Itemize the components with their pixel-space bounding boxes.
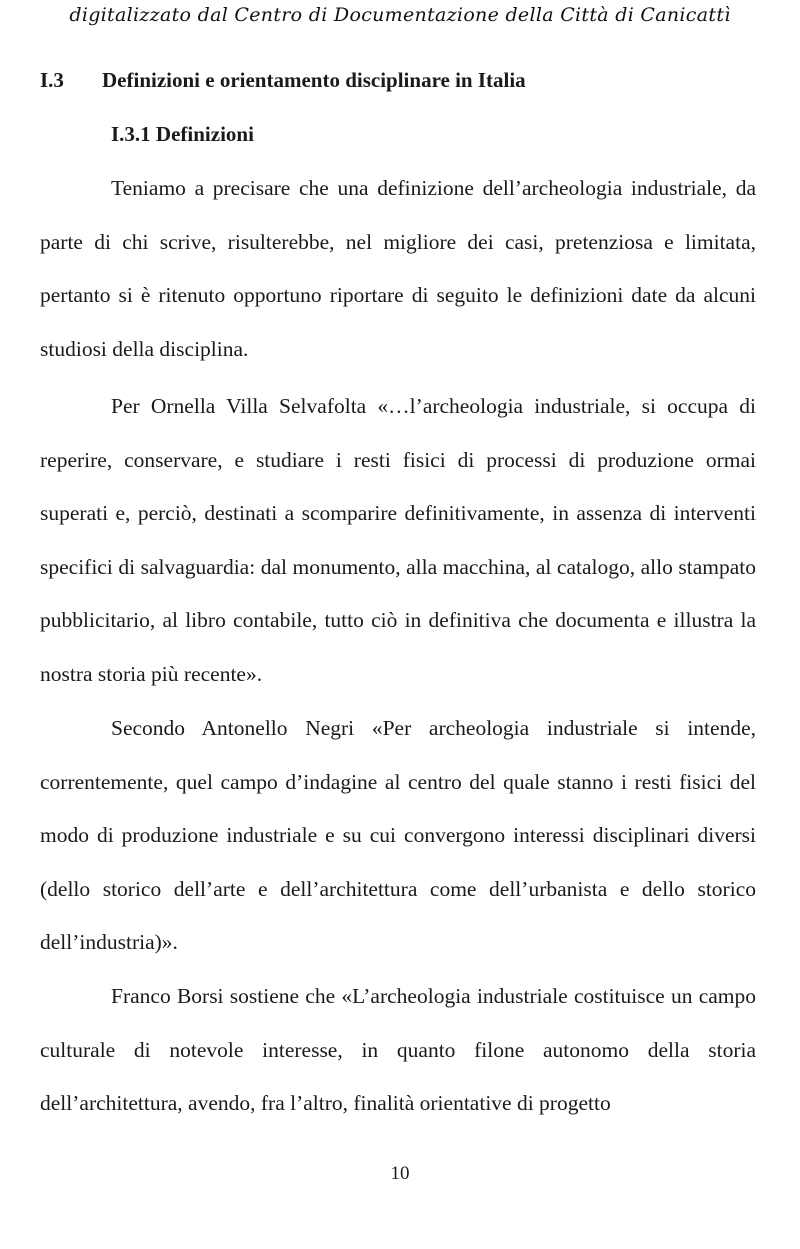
paragraph-negri: Secondo Antonello Negri «Per archeologia industriale si intende, correntemente, quel campo d’indagine al centro del quale stanno i resti fisici del modo di produzione industriale e su cui convergono interessi disciplinari diversi (dello storico dell’arte e dell’architettura come dell’urbanista e dello storico dell’industria)».	[40, 716, 756, 955]
page-number: 10	[390, 1163, 410, 1184]
paragraph-block	[40, 702, 756, 970]
paragraph-intro: Teniamo a precisare che una definizione dell’archeologia industriale, da parte di chi scrive, risulterebbe, nel migliore dei casi, pretenziosa e limitata, pertanto si è ritenuto opportuno riportare di seguito le definizioni date da alcuni studiosi della disciplina.	[40, 176, 756, 361]
paragraph-block	[40, 970, 756, 1131]
paragraph-borsi: Franco Borsi sostiene che «L’archeologia industriale costituisce un campo culturale di notevole interesse, in quanto filone autonomo della storia dell’architettura, avendo, fra l’altro, finalità orientative di progetto	[40, 984, 756, 1116]
paragraph-block	[40, 162, 756, 376]
section-title: Definizioni e orientamento disciplinare in Italia	[102, 68, 526, 92]
paragraph-block	[40, 380, 756, 702]
subsection-heading: I.3.1 Definizioni	[111, 122, 254, 146]
watermark-handwriting: digitalizzato dal Centro di Documentazione della Città di Canicattì	[69, 4, 731, 26]
section-heading	[40, 68, 526, 93]
paragraph-villa-selvafolta: Per Ornella Villa Selvafolta «…l’archeologia industriale, si occupa di reperire, conservare, e studiare i resti fisici di processi di produzione ormai superati e, perciò, destinati a scomparire definitivamente, in assenza di interventi specifici di salvaguardia: dal monumento, alla macchina, al catalogo, allo stampato pubblicitario, al libro contabile, tutto ciò in definitiva che documenta e illustra la nostra storia più recente».	[40, 394, 756, 686]
section-number: I.3	[40, 68, 64, 92]
